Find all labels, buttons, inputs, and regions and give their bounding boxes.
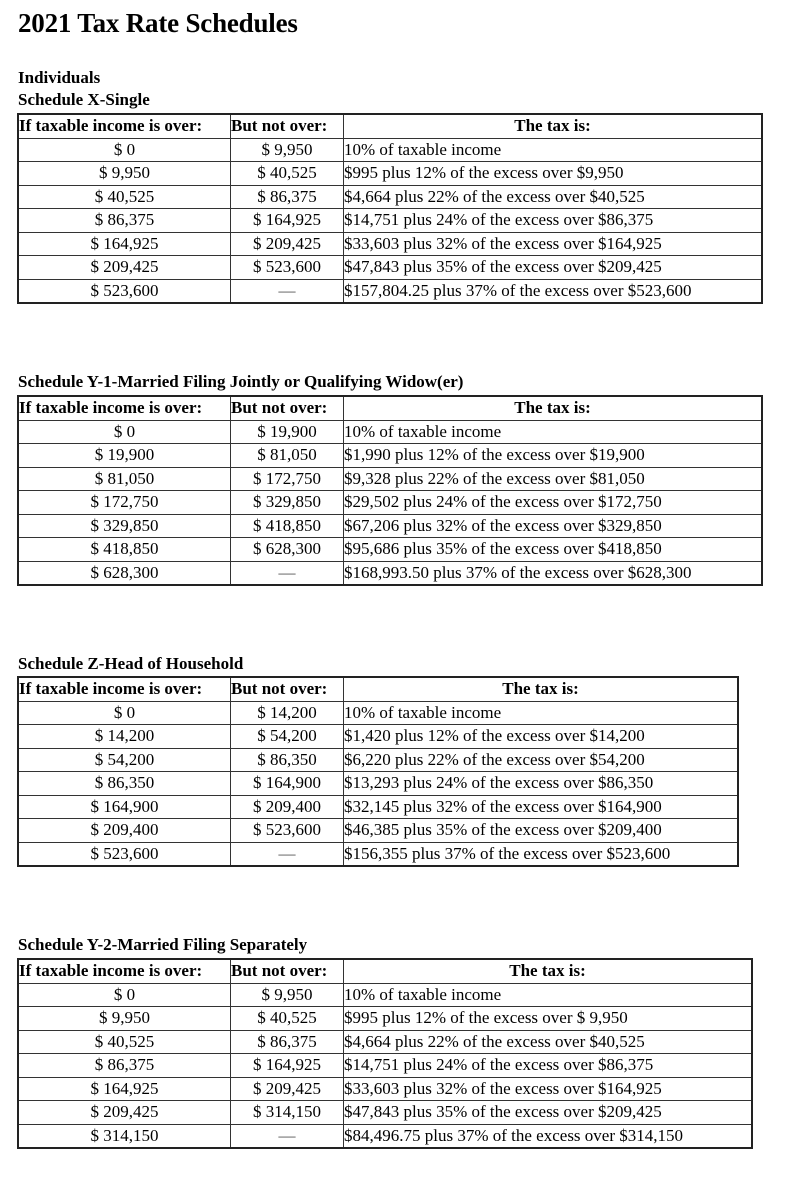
cell-over: $ 164,900 (18, 795, 231, 819)
column-header-over: If taxable income is over: (18, 959, 231, 983)
schedule-y2-title: Schedule Y-2-Married Filing Separately (18, 935, 308, 954)
table-row (18, 842, 738, 866)
table-header-row (18, 114, 762, 138)
table-row (18, 138, 762, 162)
table-row (18, 561, 762, 585)
cell-not-over: — (231, 1124, 344, 1148)
column-header-over: If taxable income is over: (18, 114, 231, 138)
table-header-row (18, 959, 752, 983)
cell-not-over: $ 523,600 (231, 819, 344, 843)
cell-over: $ 86,350 (18, 772, 231, 796)
cell-not-over: $ 86,350 (231, 748, 344, 772)
table-row (18, 983, 752, 1007)
cell-tax: $14,751 plus 24% of the excess over $86,375 (344, 1054, 753, 1078)
cell-not-over: $ 54,200 (231, 725, 344, 749)
cell-tax: $995 plus 12% of the excess over $9,950 (344, 162, 763, 186)
cell-over: $ 9,950 (18, 162, 231, 186)
column-header-over: If taxable income is over: (18, 396, 231, 420)
table-row (18, 444, 762, 468)
cell-tax: $33,603 plus 32% of the excess over $164,925 (344, 232, 763, 256)
cell-not-over: $ 314,150 (231, 1101, 344, 1125)
cell-over: $ 86,375 (18, 209, 231, 233)
schedule-z-title: Schedule Z-Head of Household (18, 654, 244, 673)
cell-over: $ 209,425 (18, 1101, 231, 1125)
table-row (18, 209, 762, 233)
cell-not-over: $ 164,900 (231, 772, 344, 796)
table-row (18, 538, 762, 562)
cell-over: $ 164,925 (18, 232, 231, 256)
cell-tax: $156,355 plus 37% of the excess over $523,600 (344, 842, 739, 866)
cell-over: $ 628,300 (18, 561, 231, 585)
cell-over: $ 54,200 (18, 748, 231, 772)
cell-not-over: $ 209,425 (231, 1077, 344, 1101)
cell-tax: $157,804.25 plus 37% of the excess over $523,600 (344, 279, 763, 303)
cell-tax: $46,385 plus 35% of the excess over $209,400 (344, 819, 739, 843)
page-title: 2021 Tax Rate Schedules (18, 8, 298, 38)
cell-over: $ 14,200 (18, 725, 231, 749)
cell-tax: $168,993.50 plus 37% of the excess over $628,300 (344, 561, 763, 585)
cell-not-over: $ 86,375 (231, 1030, 344, 1054)
cell-tax: $1,990 plus 12% of the excess over $19,900 (344, 444, 763, 468)
table-row (18, 725, 738, 749)
cell-not-over: $ 628,300 (231, 538, 344, 562)
cell-tax: $47,843 plus 35% of the excess over $209,425 (344, 256, 763, 280)
cell-over: $ 40,525 (18, 185, 231, 209)
table-row (18, 701, 738, 725)
column-header-tax: The tax is: (344, 396, 763, 420)
cell-not-over: $ 9,950 (231, 138, 344, 162)
cell-over: $ 164,925 (18, 1077, 231, 1101)
cell-tax: $33,603 plus 32% of the excess over $164,925 (344, 1077, 753, 1101)
schedule-x-title: Schedule X-Single (18, 90, 150, 109)
cell-over: $ 0 (18, 983, 231, 1007)
cell-over: $ 209,425 (18, 256, 231, 280)
cell-not-over: $ 9,950 (231, 983, 344, 1007)
cell-over: $ 19,900 (18, 444, 231, 468)
cell-tax: $6,220 plus 22% of the excess over $54,200 (344, 748, 739, 772)
table-row (18, 185, 762, 209)
cell-over: $ 418,850 (18, 538, 231, 562)
table-header-row (18, 677, 738, 701)
schedule-y1-title: Schedule Y-1-Married Filing Jointly or Qualifying Widow(er) (18, 372, 464, 391)
column-header-over: If taxable income is over: (18, 677, 231, 701)
cell-tax: $9,328 plus 22% of the excess over $81,050 (344, 467, 763, 491)
cell-over: $ 523,600 (18, 842, 231, 866)
cell-over: $ 81,050 (18, 467, 231, 491)
cell-not-over: $ 172,750 (231, 467, 344, 491)
cell-over: $ 9,950 (18, 1007, 231, 1031)
cell-tax: 10% of taxable income (344, 138, 763, 162)
column-header-not-over: But not over: (231, 959, 344, 983)
cell-not-over: $ 209,425 (231, 232, 344, 256)
table-row (18, 795, 738, 819)
cell-over: $ 172,750 (18, 491, 231, 515)
cell-not-over: — (231, 561, 344, 585)
cell-not-over: $ 14,200 (231, 701, 344, 725)
cell-tax: $95,686 plus 35% of the excess over $418,850 (344, 538, 763, 562)
table-row (18, 748, 738, 772)
column-header-not-over: But not over: (231, 114, 344, 138)
cell-not-over: $ 164,925 (231, 1054, 344, 1078)
cell-not-over: $ 81,050 (231, 444, 344, 468)
table-row (18, 1030, 752, 1054)
cell-over: $ 209,400 (18, 819, 231, 843)
table-row (18, 162, 762, 186)
cell-over: $ 86,375 (18, 1054, 231, 1078)
column-header-tax: The tax is: (344, 114, 763, 138)
table-row (18, 420, 762, 444)
schedule-y2-table (17, 958, 753, 1149)
cell-tax: $32,145 plus 32% of the excess over $164,900 (344, 795, 739, 819)
table-row (18, 1101, 752, 1125)
schedule-x-table (17, 113, 763, 304)
cell-tax: 10% of taxable income (344, 701, 739, 725)
cell-not-over: $ 523,600 (231, 256, 344, 280)
table-row (18, 1054, 752, 1078)
cell-not-over: $ 86,375 (231, 185, 344, 209)
table-row (18, 514, 762, 538)
cell-over: $ 40,525 (18, 1030, 231, 1054)
table-header-row (18, 396, 762, 420)
cell-tax: 10% of taxable income (344, 420, 763, 444)
cell-tax: $4,664 plus 22% of the excess over $40,525 (344, 185, 763, 209)
cell-tax: $84,496.75 plus 37% of the excess over $314,150 (344, 1124, 753, 1148)
cell-not-over: $ 209,400 (231, 795, 344, 819)
cell-over: $ 0 (18, 701, 231, 725)
cell-not-over: $ 40,525 (231, 1007, 344, 1031)
cell-not-over: — (231, 842, 344, 866)
table-row (18, 256, 762, 280)
table-row (18, 819, 738, 843)
section-label: Individuals (18, 68, 101, 87)
table-row (18, 491, 762, 515)
cell-not-over: $ 418,850 (231, 514, 344, 538)
table-row (18, 232, 762, 256)
cell-over: $ 314,150 (18, 1124, 231, 1148)
table-row (18, 467, 762, 491)
cell-tax: $14,751 plus 24% of the excess over $86,375 (344, 209, 763, 233)
cell-over: $ 0 (18, 420, 231, 444)
cell-tax: 10% of taxable income (344, 983, 753, 1007)
cell-tax: $995 plus 12% of the excess over $ 9,950 (344, 1007, 753, 1031)
cell-over: $ 523,600 (18, 279, 231, 303)
cell-tax: $13,293 plus 24% of the excess over $86,350 (344, 772, 739, 796)
cell-not-over: $ 164,925 (231, 209, 344, 233)
column-header-not-over: But not over: (231, 396, 344, 420)
table-row (18, 279, 762, 303)
cell-not-over: $ 19,900 (231, 420, 344, 444)
cell-over: $ 329,850 (18, 514, 231, 538)
column-header-tax: The tax is: (344, 677, 739, 701)
cell-not-over: — (231, 279, 344, 303)
cell-tax: $29,502 plus 24% of the excess over $172,750 (344, 491, 763, 515)
cell-not-over: $ 329,850 (231, 491, 344, 515)
cell-tax: $47,843 plus 35% of the excess over $209,425 (344, 1101, 753, 1125)
column-header-tax: The tax is: (344, 959, 753, 983)
schedule-z-table (17, 676, 739, 867)
table-row (18, 772, 738, 796)
cell-tax: $4,664 plus 22% of the excess over $40,525 (344, 1030, 753, 1054)
cell-over: $ 0 (18, 138, 231, 162)
table-row (18, 1007, 752, 1031)
cell-not-over: $ 40,525 (231, 162, 344, 186)
table-row (18, 1077, 752, 1101)
cell-tax: $1,420 plus 12% of the excess over $14,200 (344, 725, 739, 749)
column-header-not-over: But not over: (231, 677, 344, 701)
table-row (18, 1124, 752, 1148)
cell-tax: $67,206 plus 32% of the excess over $329,850 (344, 514, 763, 538)
schedule-y1-table (17, 395, 763, 586)
